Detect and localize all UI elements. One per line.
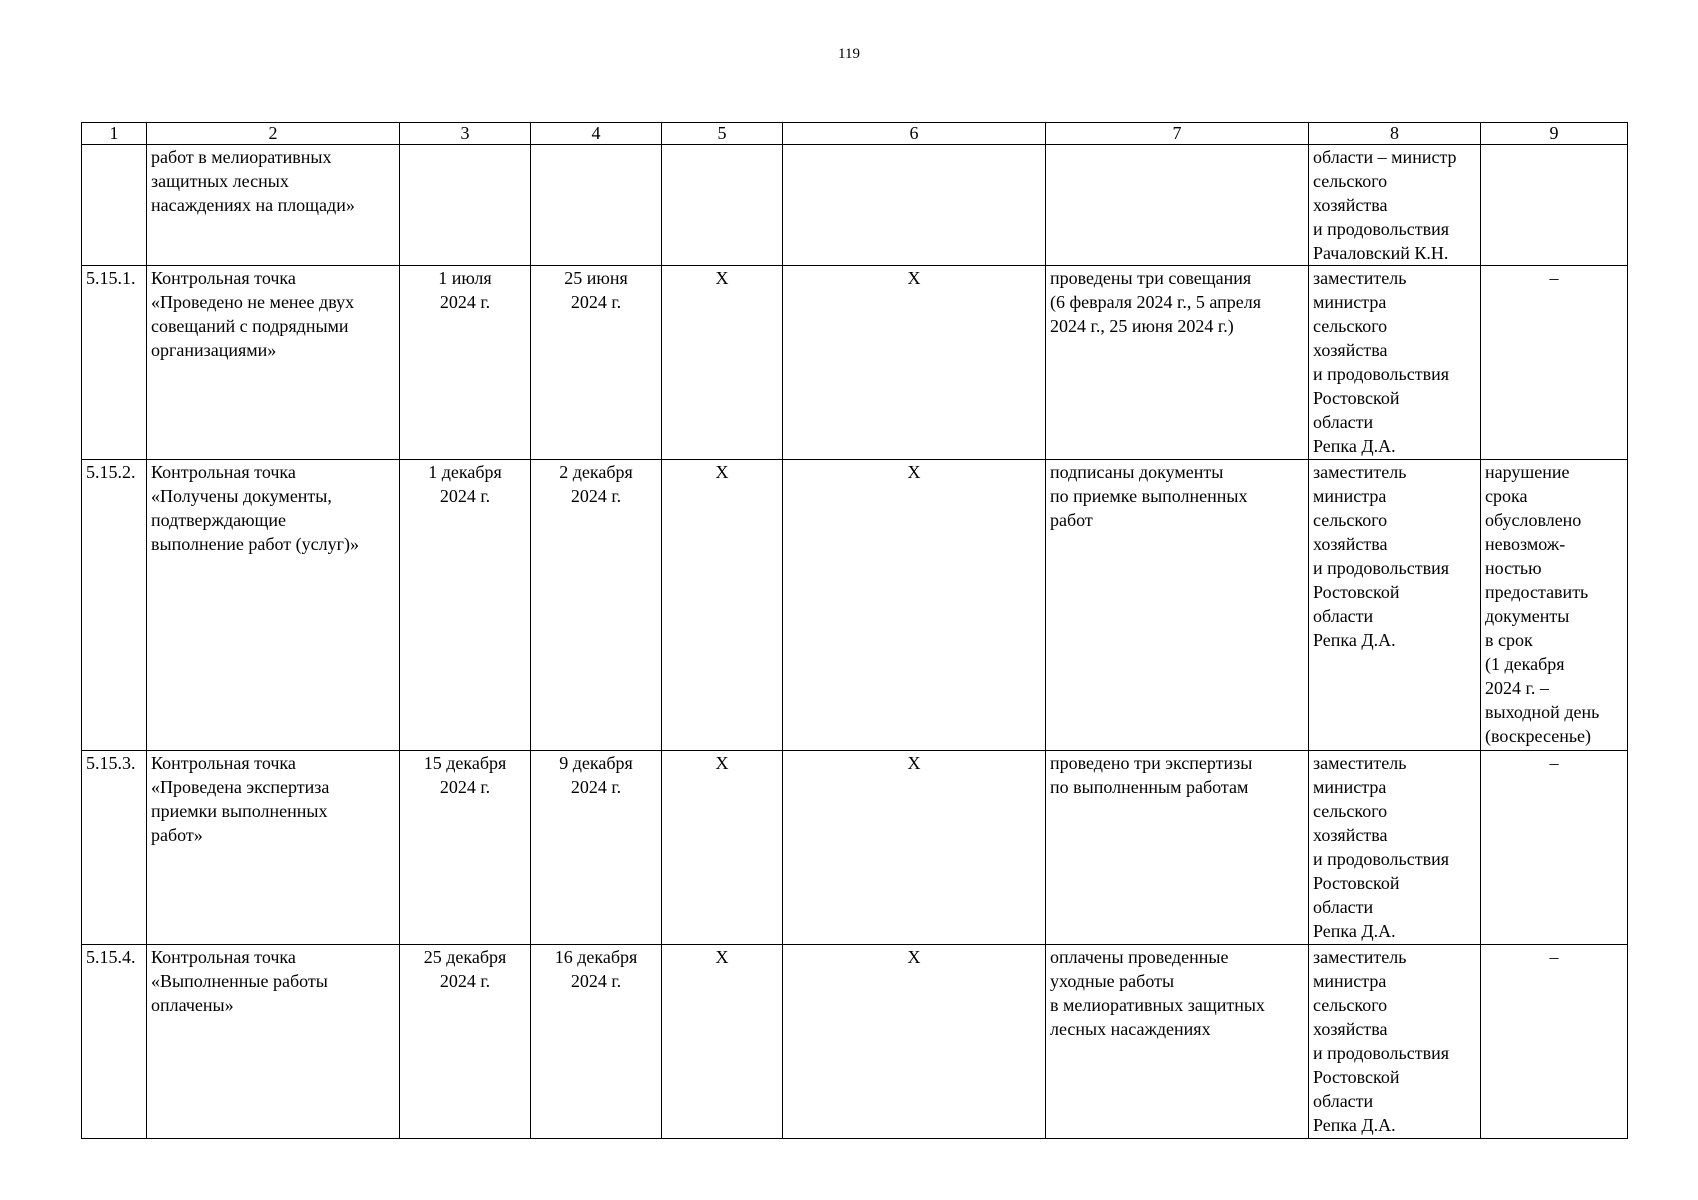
plan-date-cell: 15 декабря 2024 г. [400,751,531,945]
column-header-2: 2 [147,123,400,145]
table-row [82,945,1628,1139]
column-6-cell: Х [783,945,1046,1139]
event-name-cell: Контрольная точка «Проведена экспертиза приемки выполненных работ» [147,751,400,945]
table-row [82,460,1628,751]
plan-date-cell: 1 июля 2024 г. [400,266,531,460]
column-5-cell [662,145,783,266]
result-cell [1046,145,1309,266]
responsible-cell: заместитель министра сельского хозяйства и продовольствия Ростовской области Репка Д.А. [1309,460,1481,751]
column-header-8: 8 [1309,123,1481,145]
column-6-cell: Х [783,266,1046,460]
column-5-cell: Х [662,460,783,751]
fact-date-cell: 25 июня 2024 г. [531,266,662,460]
column-header-1: 1 [82,123,147,145]
event-name-cell: Контрольная точка «Выполненные работы оплачены» [147,945,400,1139]
fact-date-cell [531,145,662,266]
event-name-cell: работ в мелиоративных защитных лесных насаждениях на площади» [147,145,400,266]
column-5-cell: Х [662,945,783,1139]
column-header-6: 6 [783,123,1046,145]
column-header-4: 4 [531,123,662,145]
row-number-cell: 5.15.3. [82,751,147,945]
note-cell: нарушение срока обусловлено невозмож- ностью предоставить документы в срок (1 декабря 2024 г. – выходной день (воскресенье) [1481,460,1628,751]
row-number-cell [82,145,147,266]
page-number: 119 [838,46,860,62]
row-number-cell: 5.15.4. [82,945,147,1139]
note-cell: – [1481,266,1628,460]
plan-date-cell [400,145,531,266]
fact-date-cell: 9 декабря 2024 г. [531,751,662,945]
result-cell: проведено три экспертизы по выполненным работам [1046,751,1309,945]
note-cell: – [1481,945,1628,1139]
row-number-cell: 5.15.2. [82,460,147,751]
row-number-cell: 5.15.1. [82,266,147,460]
responsible-cell: области – министр сельского хозяйства и продовольствия Рачаловский К.Н. [1309,145,1481,266]
note-cell [1481,145,1628,266]
fact-date-cell: 16 декабря 2024 г. [531,945,662,1139]
result-cell: подписаны документы по приемке выполненных работ [1046,460,1309,751]
table-row [82,266,1628,460]
column-header-9: 9 [1481,123,1628,145]
plan-date-cell: 25 декабря 2024 г. [400,945,531,1139]
table-row [82,145,1628,266]
responsible-cell: заместитель министра сельского хозяйства и продовольствия Ростовской области Репка Д.А. [1309,751,1481,945]
column-6-cell [783,145,1046,266]
column-6-cell: Х [783,751,1046,945]
responsible-cell: заместитель министра сельского хозяйства и продовольствия Ростовской области Репка Д.А. [1309,266,1481,460]
column-header-5: 5 [662,123,783,145]
column-6-cell: Х [783,460,1046,751]
event-name-cell: Контрольная точка «Проведено не менее двух совещаний с подрядными организациями» [147,266,400,460]
result-cell: проведены три совещания (6 февраля 2024 г., 5 апреля 2024 г., 25 июня 2024 г.) [1046,266,1309,460]
responsible-cell: заместитель министра сельского хозяйства и продовольствия Ростовской области Репка Д.А. [1309,945,1481,1139]
table-row [82,751,1628,945]
plan-date-cell: 1 декабря 2024 г. [400,460,531,751]
column-number-header-row [82,123,1628,145]
note-cell: – [1481,751,1628,945]
report-table [81,122,1628,1139]
result-cell: оплачены проведенные уходные работы в мелиоративных защитных лесных насаждениях [1046,945,1309,1139]
event-name-cell: Контрольная точка «Получены документы, подтверждающие выполнение работ (услуг)» [147,460,400,751]
column-header-3: 3 [400,123,531,145]
column-5-cell: Х [662,266,783,460]
column-5-cell: Х [662,751,783,945]
fact-date-cell: 2 декабря 2024 г. [531,460,662,751]
column-header-7: 7 [1046,123,1309,145]
